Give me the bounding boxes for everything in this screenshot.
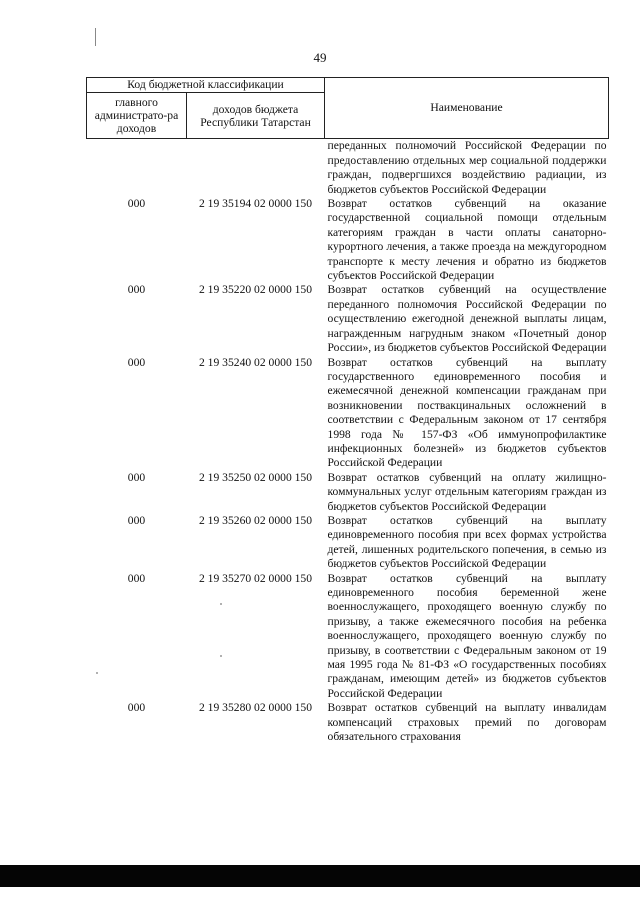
table-row — [87, 283, 609, 355]
income-code-cell: 2 19 35240 02 0000 150 — [198, 355, 313, 369]
header-code: доходов бюджета Республики Татарстан — [187, 93, 325, 139]
table-row — [87, 572, 609, 702]
income-code-cell — [187, 139, 325, 197]
header-name: Наименование — [325, 78, 609, 139]
name-cell: Возврат остатков субвенций на оплату жилищно-коммунальных услуг отдельным категориям граждан из бюджетов субъектов Российской Федерации — [327, 470, 607, 513]
admin-code-cell: 000 — [127, 283, 146, 297]
name-cell: Возврат остатков субвенций на оказание государственной социальной помощи отдельным категориям граждан в части оплаты санаторно-курортного лечения, а также проезда на междугородном транспорте к месту лечения и обратно из бюджетов субъектов Российской Федерации — [327, 197, 607, 283]
name-cell: Возврат остатков субвенций на выплату единовременного пособия беременной жене военнослужащего, проходящего военную службу по призыву, а также ежемесячного пособия на ребенка военнослужащего, проходящего военную службу по призыву, в соответствии с Федеральным законом от 19 мая 1995 года № 81-ФЗ «О государственных пособиях гражданам, имеющим детей» из бюджетов субъектов Российской Федерации — [327, 571, 607, 700]
page-number: 49 — [313, 50, 327, 65]
admin-code-cell: 000 — [127, 513, 146, 527]
admin-code-cell: 000 — [127, 701, 146, 715]
table-row — [87, 356, 609, 471]
income-code-cell: 2 19 35280 02 0000 150 — [198, 701, 313, 715]
scan-speck — [220, 603, 222, 605]
income-code-cell: 2 19 35250 02 0000 150 — [198, 470, 313, 484]
table-row — [87, 197, 609, 283]
admin-code-cell — [87, 139, 187, 197]
scan-speck — [96, 672, 98, 674]
header-admin: главного администрато-ра доходов — [87, 93, 187, 139]
admin-code-cell: 000 — [127, 571, 146, 585]
admin-code-cell: 000 — [127, 197, 146, 211]
table-body — [87, 139, 609, 745]
margin-mark — [95, 28, 96, 46]
income-code-cell: 2 19 35194 02 0000 150 — [198, 197, 313, 211]
table-row — [87, 471, 609, 514]
income-code-cell: 2 19 35220 02 0000 150 — [198, 283, 313, 297]
table-row — [87, 139, 609, 197]
admin-code-cell: 000 — [127, 355, 146, 369]
name-cell: Возврат остатков субвенций на выплату государственного единовременного пособия и ежемесячной денежной компенсации гражданам при возникновении поствакцинальных осложнений в соответствии с Федеральным законом от 17 сентября 1998 года № 157-ФЗ «Об иммунопрофилактике инфекционных болезней» из бюджетов субъектов Российской Федерации — [327, 355, 607, 470]
name-cell: Возврат остатков субвенций на выплату инвалидам компенсаций страховых премий по договорам обязательного страхования — [327, 701, 607, 744]
income-code-cell: 2 19 35270 02 0000 150 — [198, 571, 313, 585]
scan-speck — [220, 655, 222, 657]
name-cell: переданных полномочий Российской Федерации по предоставлению отдельных мер социальной поддержки граждан, подвергшихся воздействию радиации, из бюджетов субъектов Российской Федерации — [327, 139, 607, 196]
name-cell: Возврат остатков субвенций на выплату единовременного пособия при всех формах устройства детей, лишенных родительского попечения, в семью из бюджетов субъектов Российской Федерации — [327, 513, 607, 571]
scan-bottom-edge — [0, 865, 640, 887]
table-row — [87, 701, 609, 744]
admin-code-cell: 000 — [127, 470, 146, 484]
table-row — [87, 514, 609, 572]
header-group-title: Код бюджетной классификации — [87, 78, 325, 93]
name-cell: Возврат остатков субвенций на осуществление переданного полномочия Российской Федерации по осуществлению ежегодной денежной выплаты лицам, награжденным нагрудным знаком «Почетный донор России», из бюджетов субъектов Российской Федерации — [327, 283, 607, 355]
income-code-cell: 2 19 35260 02 0000 150 — [198, 513, 313, 527]
table-header — [87, 78, 609, 139]
budget-classification-table — [86, 77, 609, 744]
